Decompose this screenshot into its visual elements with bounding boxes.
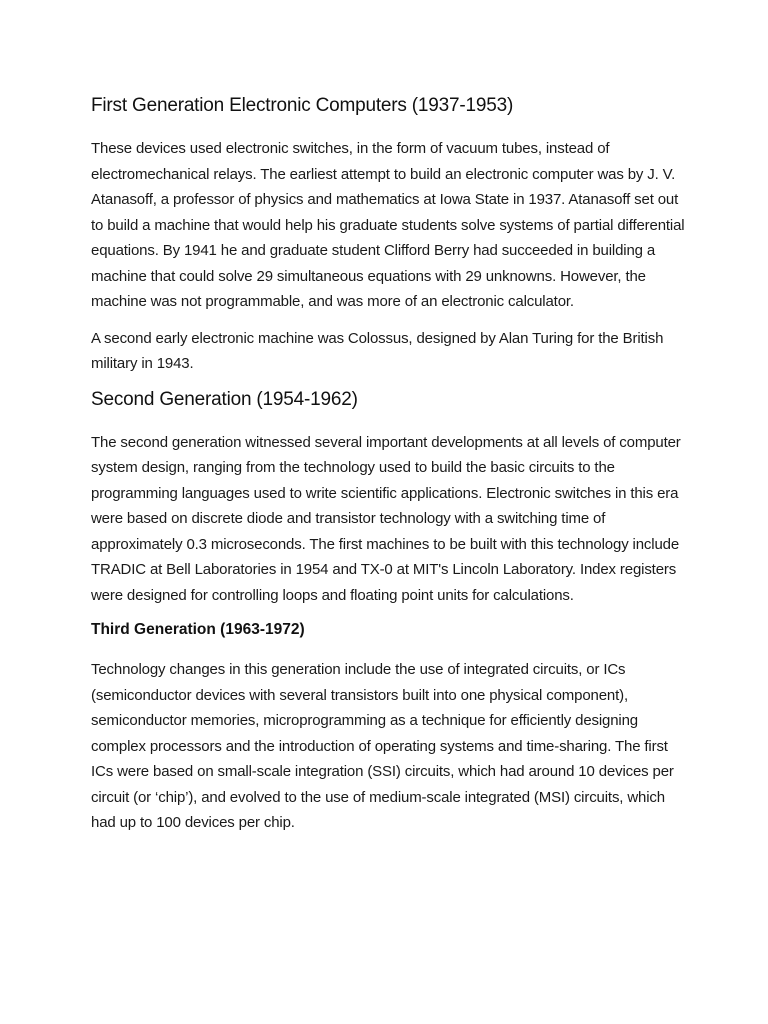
document-page — [91, 94, 691, 847]
section-heading-second-generation: Second Generation (1954-1962) — [91, 388, 358, 410]
section-heading-first-generation: First Generation Electronic Computers (1937-1953) — [91, 95, 514, 116]
paragraph-first-generation-2: A second early electronic machine was Colossus, designed by Alan Turing for the British military in 1943. — [91, 329, 664, 372]
paragraph-first-generation-1: These devices used electronic switches, in the form of vacuum tubes, instead of electromechanical relays. The earliest attempt to build an electronic computer was by J. V. Atanasoff, a professor of physics and mathematics at Iowa State in 1937. Atanasoff set out to build a machine that would help his graduate students solve systems of partial differential equations. By 1941 he and graduate student Clifford Berry had succeeded in building a machine that could solve 29 simultaneous equations with 29 unknowns. However, the machine was not programmable, and was more of an electronic calculator. — [91, 140, 685, 310]
paragraph-second-generation-1: The second generation witnessed several important developments at all levels of computer system design, ranging from the technology used to build the basic circuits to the programming languages used to write scientific applications. Electronic switches in this era were based on discrete diode and transistor technology with a switching time of approximately 0.3 microseconds. The first machines to be built with this technology include TRADIC at Bell Laboratories in 1954 and TX-0 at MIT's Lincoln Laboratory. Index registers were designed for controlling loops and floating point units for calculations. — [91, 433, 681, 604]
paragraph-third-generation-1: Technology changes in this generation include the use of integrated circuits, or ICs (semiconductor devices with several transistors built into one physical component), semiconductor memories, microprogramming as a technique for efficiently designing complex processors and the introduction of operating systems and time-sharing. The first ICs were based on small-scale integration (SSI) circuits, which had around 10 devices per circuit (or ‘chip’), and evolved to the use of medium-scale integrated (MSI) circuits, which had up to 100 devices per chip. — [91, 661, 674, 831]
section-heading-third-generation: Third Generation (1963-1972) — [91, 621, 305, 638]
